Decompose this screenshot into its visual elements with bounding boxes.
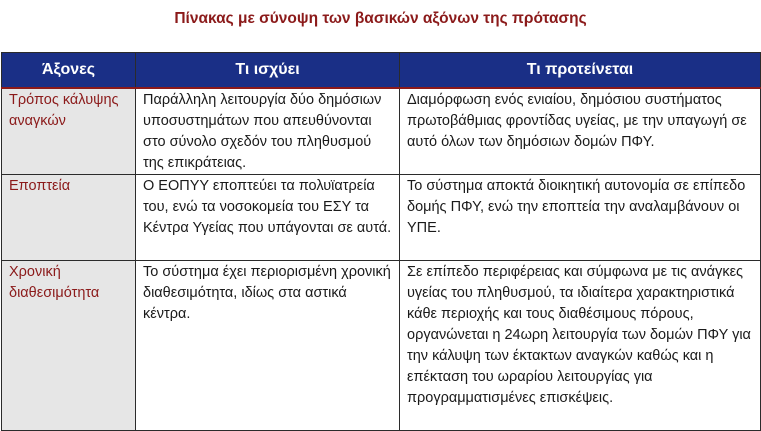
proposed-cell: Διαμόρφωση ενός ενιαίου, δημόσιου συστήματος πρωτοβάθμιας φροντίδας υγείας, με την υπαγωγή σε αυτό όλων των δημόσιων δομών ΠΦΥ. xyxy=(400,88,761,175)
table-row xyxy=(2,175,761,261)
axis-cell: Τρόπος κάλυψης αναγκών xyxy=(2,88,136,175)
table-row xyxy=(2,261,761,431)
column-header-proposed: Τι προτείνεται xyxy=(400,53,761,89)
table-row xyxy=(2,88,761,175)
axis-cell: Χρονική διαθεσιμότητα xyxy=(2,261,136,431)
table-header-row xyxy=(2,53,761,89)
summary-table xyxy=(1,52,761,431)
axis-cell: Εποπτεία xyxy=(2,175,136,261)
page-title: Πίνακας με σύνοψη των βασικών αξόνων της πρότασης xyxy=(174,10,587,27)
current-cell: Παράλληλη λειτουργία δύο δημόσιων υποσυστημάτων που απευθύνονται στο σύνολο σχεδόν του πληθυσμού της επικράτειας. xyxy=(136,88,400,175)
current-cell: Ο ΕΟΠΥΥ εποπτεύει τα πολυϊατρεία του, ενώ τα νοσοκομεία του ΕΣΥ τα Κέντρα Υγείας που υπάγονται σε αυτά. xyxy=(136,175,400,261)
proposed-cell: Το σύστημα αποκτά διοικητική αυτονομία σε επίπεδο δομής ΠΦΥ, ενώ την εποπτεία την αναλαμβάνουν οι ΥΠΕ. xyxy=(400,175,761,261)
proposed-cell: Σε επίπεδο περιφέρειας και σύμφωνα με τις ανάγκες υγείας του πληθυσμού, τα ιδιαίτερα χαρακτηριστικά κάθε περιοχής και τους διαθέσιμους πόρους, οργανώνεται η 24ωρη λειτουργία των δομών ΠΦΥ για την κάλυψη των έκτακτων αναγκών καθώς και η επέκταση του ωραρίου λειτουργίας για προγραμματισμένες επισκέψεις. xyxy=(400,261,761,431)
column-header-current: Τι ισχύει xyxy=(136,53,400,89)
column-header-axes: Άξονες xyxy=(2,53,136,89)
current-cell: Το σύστημα έχει περιορισμένη χρονική διαθεσιμότητα, ιδίως στα αστικά κέντρα. xyxy=(136,261,400,431)
